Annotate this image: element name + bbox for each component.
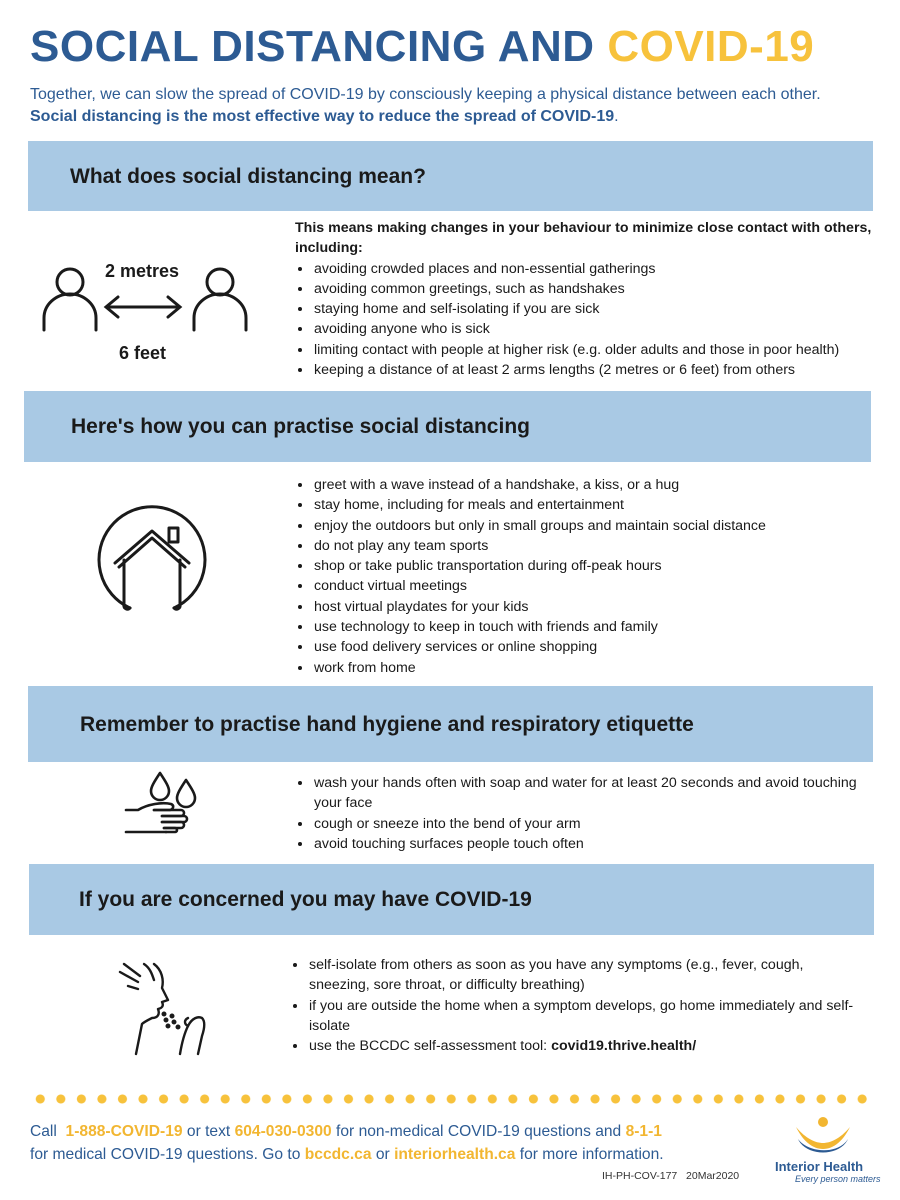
two-people-distance-icon [40,266,255,334]
section-3-band [28,686,873,762]
dotted-divider [30,1094,872,1104]
thrive-health-link[interactable]: covid19.thrive.health/ [551,1038,697,1055]
list-item: • work from home [313,658,885,678]
phone-text[interactable]: 604-030-0300 [234,1123,332,1140]
section-4-content [290,955,860,1056]
bccdc-link[interactable]: bccdc.ca [304,1146,372,1163]
hand-washing-icon [124,770,204,842]
section-3-list [295,773,885,854]
intro-sentence: Together, we can slow the spread of COVID-19 by consciously keeping a physical distance between each other. [30,86,821,103]
phone-covid[interactable]: 1-888-COVID-19 [65,1123,183,1140]
intro-bold-sentence: Social distancing is the most effective way to reduce the spread of COVID-19 [30,108,615,125]
intro-period: . [614,108,619,125]
sneeze-icon [118,962,210,1056]
list-item: • host virtual playdates for your kids [313,597,885,617]
footer-nonmedical: for non-medical COVID-19 questions and [336,1123,622,1140]
section-3-content [295,773,885,854]
section-2-content [295,475,885,678]
list-item: • use food delivery services or online shopping [313,637,885,657]
logo-name: Interior Health [775,1159,864,1174]
section-2-band [24,391,871,462]
section-4-heading: If you are concerned you may have COVID-19 [79,888,532,911]
list-item: • greet with a wave instead of a handshake, a kiss, or a hug [313,475,885,495]
list-item: • shop or take public transportation during off-peak hours [313,556,885,576]
distance-feet-label: 6 feet [119,343,167,363]
list-item: • keeping a distance of at least 2 arms lengths (2 metres or 6 feet) from others [313,360,885,380]
interiorhealth-link[interactable]: interiorhealth.ca [394,1146,516,1163]
list-item: • if you are outside the home when a symptom develops, go home immediately and self-isolate [308,996,860,1037]
list-item: • conduct virtual meetings [313,576,885,596]
list-item: • avoid touching surfaces people touch often [313,834,885,854]
phone-811[interactable]: 8-1-1 [625,1123,662,1140]
list-item: • use technology to keep in touch with friends and family [313,617,885,637]
footer-medical: for medical COVID-19 questions. Go to [30,1146,301,1163]
section-1-content [295,218,885,380]
footer-call: Call [30,1123,57,1140]
bccdc-tool-text: use the BCCDC self-assessment tool: [309,1038,552,1055]
section-2-heading: Here's how you can practise social distancing [71,415,530,438]
house-icon [96,505,208,617]
list-item: • wash your hands often with soap and water for at least 20 seconds and avoid touching your face [313,773,885,814]
footer-or: or [375,1146,390,1163]
interior-health-logo-icon [792,1113,854,1159]
page-title [30,22,814,72]
intro-text [30,84,880,128]
footer-text-or: or text [186,1123,231,1140]
list-item: • staying home and self-isolating if you are sick [313,299,885,319]
list-item: • self-isolate from others as soon as you have any symptoms (e.g., fever, cough, sneezing, sore throat, or difficulty breathing) [308,955,860,996]
footer-more: for more information. [519,1146,664,1163]
list-item: • limiting contact with people at higher risk (e.g. older adults and those in poor health) [313,340,885,360]
section-4-band [29,864,874,935]
distance-metres-label: 2 metres [105,261,180,281]
section-1-lead: This means making changes in your behaviour to minimize close contact with others, including: [295,220,872,257]
section-1-list [295,259,885,381]
list-item: • do not play any team sports [313,536,885,556]
logo-tagline: Every person matters [795,1174,881,1184]
section-2-list [295,475,885,678]
list-item [308,1036,860,1056]
title-part1: SOCIAL DISTANCING AND [30,22,595,71]
section-1-heading: What does social distancing mean? [70,165,426,188]
list-item: • avoiding crowded places and non-essential gatherings [313,259,885,279]
list-item: • enjoy the outdoors but only in small groups and maintain social distance [313,516,885,536]
footer-contact [30,1120,760,1166]
section-1-band [28,141,873,211]
list-item: • avoiding common greetings, such as handshakes [313,279,885,299]
section-4-list [290,955,860,1056]
title-part2: COVID-19 [607,22,815,71]
list-item: • avoiding anyone who is sick [313,319,885,339]
document-code: IH-PH-COV-177 20Mar2020 [602,1170,740,1182]
list-item: • cough or sneeze into the bend of your arm [313,814,885,834]
section-3-heading: Remember to practise hand hygiene and respiratory etiquette [80,713,694,736]
list-item: • stay home, including for meals and entertainment [313,495,885,515]
